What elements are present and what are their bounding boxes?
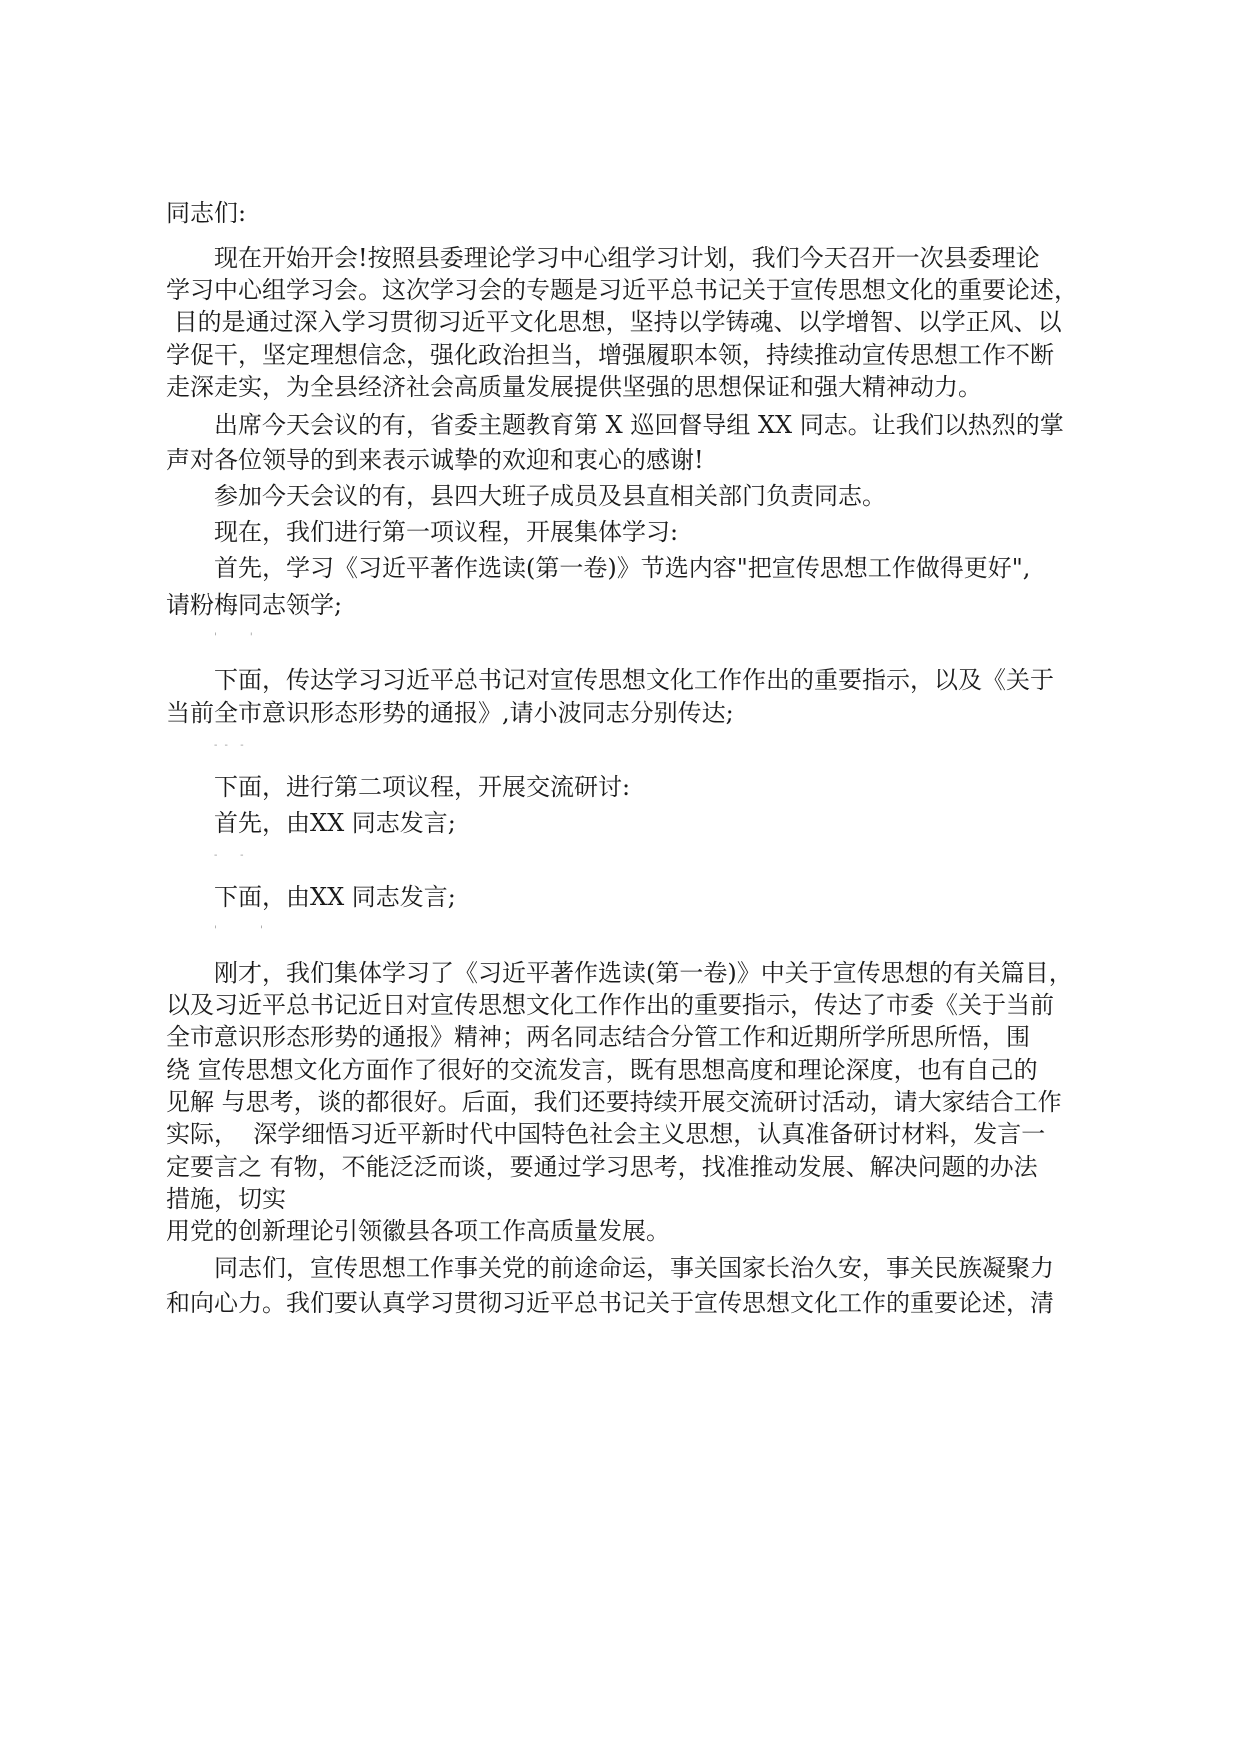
text-line: 刚才，我们集体学习了《习近平著作选读(第一卷)》中关于宣传思想的有关篇目， — [214, 959, 1073, 987]
text-line: 首先，由XX 同志发言; — [214, 809, 456, 837]
text-line: 以及习近平总书记近日对宣传思想文化工作作出的重要指示，传达了市委《关于当前 — [166, 991, 1054, 1019]
text-line: 下面，进行第二项议程，开展交流研讨: — [214, 773, 631, 801]
text-line: 同志们，宣传思想工作事关党的前途命运，事关国家长治久安，事关民族凝聚力 — [214, 1254, 1054, 1282]
text-line: 全市意识形态形势的通报》精神；两名同志结合分管工作和近期所学所思所悟，围 — [166, 1023, 1030, 1051]
text-line: 走深走实，为全县经济社会高质量发展提供坚强的思想保证和强大精神动力。 — [166, 373, 982, 401]
text-line: 参加今天会议的有，县四大班子成员及县直相关部门负责同志。 — [214, 482, 886, 510]
text-line: 见解 与思考，谈的都很好。后面，我们还要持续开展交流研讨活动，请大家结合工作 — [166, 1088, 1062, 1116]
text-line: 定要言之 有物，不能泛泛而谈，要通过学习思考，找准推动发展、解决问题的办法 — [166, 1153, 1038, 1181]
text-line: 措施，切实 — [166, 1185, 286, 1213]
text-line: 学习中心组学习会。这次学习会的专题是习近平总书记关于宣传思想文化的重要论述， — [166, 276, 1078, 304]
text-line: 声对各位领导的到来表示诚挚的欢迎和衷心的感谢! — [166, 446, 704, 474]
text-line: 当前全市意识形态形势的通报》,请小波同志分别传达; — [166, 699, 734, 727]
text-line: 现在开始开会!按照县委理论学习中心组学习计划，我们今天召开一次县委理论 — [214, 244, 1040, 272]
faint-marks: ' ' — [214, 925, 265, 936]
text-line: 实际， 深学细悟习近平新时代中国特色社会主义思想，认真准备研讨材料，发言一 — [166, 1120, 1046, 1148]
text-line: 目的是通过深入学习贯彻习近平文化思想，坚持以学铸魂、以学增智、以学正风、以 — [166, 308, 1062, 336]
text-line: 现在，我们进行第一项议程，开展集体学习: — [214, 518, 679, 546]
text-line: 用党的创新理论引领徽县各项工作高质量发展。 — [166, 1217, 670, 1245]
faint-marks: - - — [214, 850, 246, 861]
text-line: 学促干，坚定理想信念，强化政治担当，增强履职本领，持续推动宣传思想工作不断 — [166, 341, 1054, 369]
faint-marks: - - - — [214, 740, 246, 751]
text-line: 下面，传达学习习近平总书记对宣传思想文化工作作出的重要指示，以及《关于 — [214, 666, 1054, 694]
faint-marks: ' ' — [214, 632, 255, 643]
text-line: 下面，由XX 同志发言; — [214, 883, 456, 911]
text-line: 绕 宣传思想文化方面作了很好的交流发言，既有思想高度和理论深度，也有自己的 — [166, 1056, 1038, 1084]
text-line: 出席今天会议的有，省委主题教育第 X 巡回督导组 XX 同志。让我们以热烈的掌 — [214, 411, 1064, 439]
text-line: 和向心力。我们要认真学习贯彻习近平总书记关于宣传思想文化工作的重要论述，清 — [166, 1289, 1054, 1317]
text-line: 首先，学习《习近平著作选读(第一卷)》节选内容"把宣传思想工作做得更好", — [214, 554, 1031, 582]
salutation: 同志们: — [166, 199, 247, 227]
text-line: 请粉梅同志领学; — [166, 591, 343, 619]
